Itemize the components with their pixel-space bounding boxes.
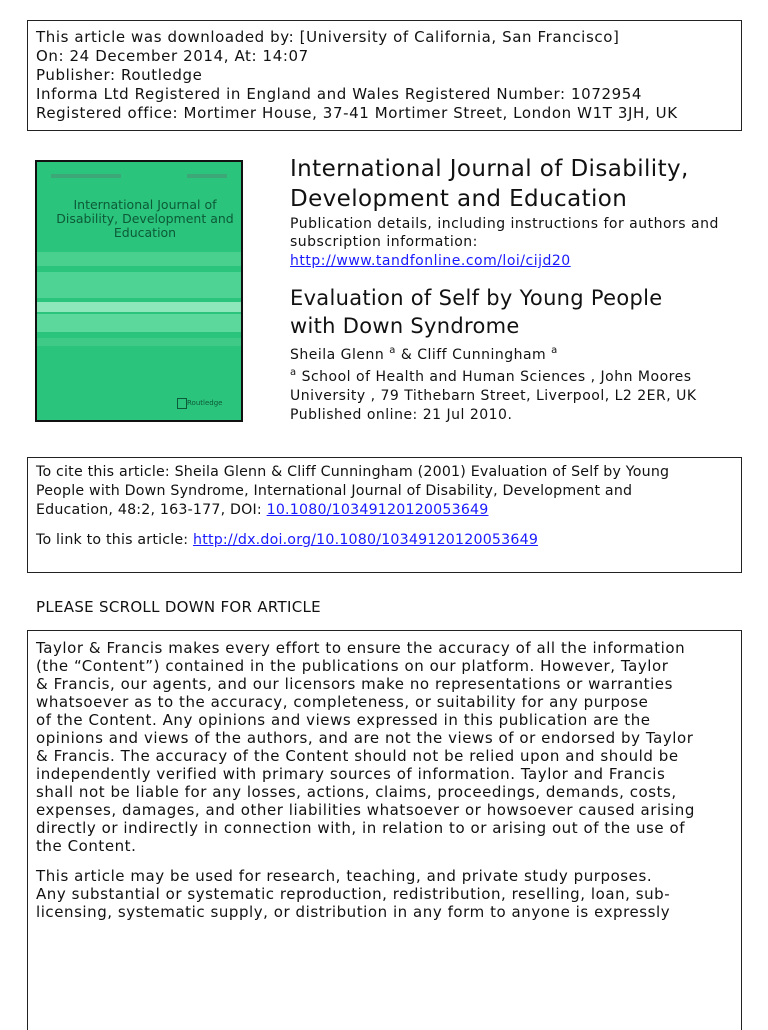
- journal-title-line2: Development and Education: [290, 186, 628, 212]
- disclaimer-line: licensing, systematic supply, or distribution in any form to anyone is expressly: [36, 903, 671, 921]
- article-link[interactable]: http://dx.doi.org/10.1080/10349120120053649: [193, 532, 539, 548]
- publication-details-line1: Publication details, including instructions for authors and: [290, 216, 719, 232]
- disclaimer-line: Taylor & Francis makes every effort to ensure the accuracy of all the information: [36, 639, 686, 657]
- disclaimer-line: & Francis. The accuracy of the Content should not be relied upon and should be: [36, 747, 679, 765]
- download-line: This article was downloaded by: [University of California, San Francisco]: [36, 28, 620, 46]
- article-link-line: [36, 532, 538, 548]
- citation-box: [27, 457, 742, 573]
- article-link-label: To link to this article:: [36, 532, 193, 548]
- publication-details-line2: subscription information:: [290, 234, 478, 250]
- disclaimer-line: whatsoever as to the accuracy, completeness, or suitability for any purpose: [36, 693, 649, 711]
- disclaimer-line: expenses, damages, and other liabilities whatsoever or howsoever caused arising: [36, 801, 695, 819]
- disclaimer-line: opinions and views of the authors, and are not the views of or endorsed by Taylor: [36, 729, 694, 747]
- cover-wave: [37, 252, 241, 266]
- journal-cover-image: [35, 160, 243, 422]
- disclaimer-line: directly or indirectly in connection with, in relation to or arising out of the use of: [36, 819, 686, 837]
- routledge-logo-icon: [177, 398, 187, 409]
- download-info-box: [27, 20, 742, 131]
- journal-title-line1: International Journal of Disability,: [290, 156, 689, 182]
- disclaimer-line: independently verified with primary sources of information. Taylor and Francis: [36, 765, 666, 783]
- citation-line3: [36, 502, 489, 518]
- journal-url-link[interactable]: http://www.tandfonline.com/loi/cijd20: [290, 253, 571, 269]
- author-separator: &: [395, 347, 418, 363]
- affiliation-marker: a: [389, 345, 396, 356]
- registered-office-line: Registered office: Mortimer House, 37-41 Mortimer Street, London W1T 3JH, UK: [36, 104, 678, 122]
- affiliation-marker: a: [551, 345, 558, 356]
- cover-wave: [37, 302, 241, 312]
- disclaimer-line: (the “Content”) contained in the publications on our platform. However, Taylor: [36, 657, 669, 675]
- cover-decor-bar: [51, 174, 121, 178]
- cover-wave: [37, 338, 241, 346]
- cover-title: International Journal of Disability, Development and Education: [56, 197, 234, 240]
- scroll-notice: PLEASE SCROLL DOWN FOR ARTICLE: [36, 598, 321, 616]
- article-title-line1: Evaluation of Self by Young People: [290, 286, 663, 310]
- doi-link[interactable]: 10.1080/10349120120053649: [266, 502, 489, 518]
- disclaimer-line: of the Content. Any opinions and views expressed in this publication are the: [36, 711, 651, 729]
- author-name: Sheila Glenn: [290, 347, 385, 363]
- author-name: Cliff Cunningham: [417, 347, 547, 363]
- cover-wave: [37, 272, 241, 298]
- affiliation-text: School of Health and Human Sciences , John Moores: [301, 369, 692, 385]
- cover-decor-bar: [187, 174, 227, 178]
- cover-publisher: Routledge: [187, 399, 223, 407]
- citation-line2: People with Down Syndrome, International Journal of Disability, Development and: [36, 483, 633, 499]
- disclaimer-line: the Content.: [36, 837, 137, 855]
- affiliation-line2: University , 79 Tithebarn Street, Liverpool, L2 2ER, UK: [290, 388, 697, 404]
- affiliation-line1: [290, 369, 692, 385]
- disclaimer-line: shall not be liable for any losses, actions, claims, proceedings, demands, costs,: [36, 783, 677, 801]
- disclaimer-box: [27, 630, 742, 1030]
- cover-wave: [37, 314, 241, 332]
- citation-line1: To cite this article: Sheila Glenn & Cliff Cunningham (2001) Evaluation of Self by Young: [36, 464, 670, 480]
- disclaimer-line: This article may be used for research, teaching, and private study purposes.: [36, 867, 653, 885]
- authors: [290, 347, 558, 363]
- disclaimer-line: Any substantial or systematic reproduction, redistribution, reselling, loan, sub-: [36, 885, 671, 903]
- article-title-line2: with Down Syndrome: [290, 314, 520, 338]
- publisher-line: Publisher: Routledge: [36, 66, 203, 84]
- registration-line: Informa Ltd Registered in England and Wales Registered Number: 1072954: [36, 85, 643, 103]
- download-date-line: On: 24 December 2014, At: 14:07: [36, 47, 309, 65]
- disclaimer-line: & Francis, our agents, and our licensors make no representations or warranties: [36, 675, 673, 693]
- citation-prefix: Education, 48:2, 163-177, DOI:: [36, 502, 267, 518]
- published-online: Published online: 21 Jul 2010.: [290, 407, 513, 423]
- affiliation-marker: a: [290, 367, 297, 378]
- journal-url-line: [290, 253, 571, 269]
